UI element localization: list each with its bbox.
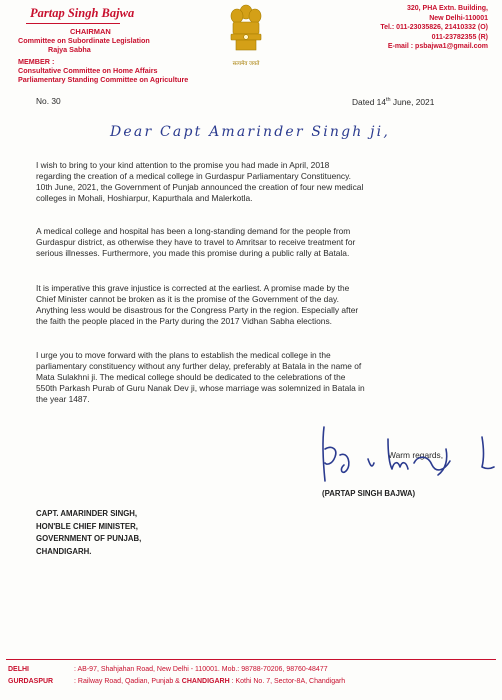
footer-gurdaspur-text: : Railway Road, Qadian, Punjab & bbox=[74, 678, 182, 685]
para3-line: Anything less would be disastrous for the Congress Party in the region. Especially after bbox=[36, 305, 359, 316]
salutation-handwritten: Dear Capt Amarinder Singh ji, bbox=[110, 124, 390, 140]
phone-line-1: Tel.: 011-23035826, 21410332 (O) bbox=[380, 24, 488, 32]
date-prefix: Dated 14 bbox=[352, 96, 386, 107]
para4-line: Mata Sulakhni ji. The medical college should be dedicated to the celebrations of the bbox=[36, 372, 346, 383]
date-sup: th bbox=[386, 97, 391, 103]
closing: Warm regards, bbox=[388, 450, 444, 460]
para3-line: It is imperative this grave injustice is corrected at the earliest. A promise made by the bbox=[36, 283, 350, 293]
emblem-motto: सत्यमेव जयते bbox=[232, 61, 260, 67]
date-suffix: June, 2021 bbox=[390, 96, 435, 107]
para2-line: serious illnesses. Furthermore, you made this promise during a public rally at Batala. bbox=[36, 248, 350, 259]
committee-line-1: Committee on Subordinate Legislation bbox=[18, 36, 150, 45]
para1-line: regarding the creation of a medical college in Gurdaspur Parliamentary Constituency. bbox=[36, 171, 352, 182]
member-label: MEMBER : bbox=[18, 57, 55, 66]
para3-line: Chief Minister cannot be broken as it is the promise of the Government of the day. bbox=[36, 294, 339, 305]
para1-line: colleges in Mohali, Hoshiarpur, Kapurthala and Malerkotla. bbox=[36, 193, 253, 204]
footer-delhi-label: DELHI bbox=[8, 666, 29, 673]
para2-line: Gurdaspur district, as otherwise they have to travel to Amritsar to receive treatment for bbox=[36, 237, 356, 248]
footer-delhi bbox=[8, 666, 328, 673]
letterhead-address bbox=[360, 4, 488, 52]
para1-line: I wish to bring to your kind attention to the promise you had made in April, 2018 bbox=[36, 160, 330, 170]
recipient-line: HON'BLE CHIEF MINISTER, bbox=[36, 521, 138, 531]
paragraph-3 bbox=[36, 283, 476, 327]
para1-line: 10th June, 2021, the Government of Punjab announced the creation of four new medical bbox=[36, 182, 364, 193]
paragraph-4 bbox=[36, 350, 476, 405]
para4-line: I urge you to move forward with the plans to establish the medical college in the bbox=[36, 350, 331, 360]
recipient-block bbox=[36, 508, 141, 558]
recipient-line: CHANDIGARH. bbox=[36, 546, 92, 556]
footer-gurdaspur-label: GURDASPUR bbox=[8, 678, 54, 685]
recipient-line: CAPT. AMARINDER SINGH, bbox=[36, 509, 138, 518]
signatory-name: (PARTAP SINGH BAJWA) bbox=[322, 489, 416, 498]
para4-line: parliamentary constituency without any further delay, preferably at Batala in the name of bbox=[36, 361, 362, 372]
address-line-1: 320, PHA Extn. Building, bbox=[406, 5, 488, 12]
footer-divider bbox=[6, 659, 496, 660]
reference-number: No. 30 bbox=[36, 96, 61, 106]
paragraph-2 bbox=[36, 226, 476, 259]
name-underline bbox=[26, 23, 120, 24]
letterhead-footer bbox=[0, 658, 502, 700]
footer-gurdaspur bbox=[8, 678, 345, 685]
recipient-line: GOVERNMENT OF PUNJAB, bbox=[36, 534, 142, 544]
footer-delhi-text: : AB-97, Shahjahan Road, New Delhi - 110001. Mob.: 98788-70206, 98760-48477 bbox=[74, 666, 328, 673]
para4-line: 550th Parkash Purab of Guru Nanak Dev ji, whose marriage was solemnized in Batala in bbox=[36, 383, 365, 394]
letter-date bbox=[352, 95, 434, 108]
email-line: E-mail : psbajwa1@gmail.com bbox=[387, 43, 488, 51]
address-line-2: New Delhi-110001 bbox=[429, 14, 488, 22]
national-emblem-icon bbox=[224, 2, 268, 62]
letterhead-title: CHAIRMAN bbox=[70, 27, 111, 36]
paragraph-1 bbox=[36, 160, 476, 204]
committee-line-2: Rajya Sabha bbox=[48, 45, 91, 54]
letterhead-name: Partap Singh Bajwa bbox=[30, 6, 135, 20]
para2-line: A medical college and hospital has been a long-standing demand for the people from bbox=[36, 226, 351, 236]
para3-line: the faith the people placed in the Party during the 2017 Vidhan Sabha elections. bbox=[36, 316, 332, 327]
member-line-1: Consultative Committee on Home Affairs bbox=[18, 66, 158, 75]
member-line-2: Parliamentary Standing Committee on Agriculture bbox=[18, 75, 189, 84]
footer-chandigarh-label: CHANDIGARH bbox=[181, 678, 230, 685]
footer-chandigarh-text: : Kothi No. 7, Sector-8A, Chandigarh bbox=[229, 678, 346, 685]
phone-line-2: 011-23782355 (R) bbox=[431, 33, 488, 41]
para4-line: the year 1487. bbox=[36, 394, 90, 405]
